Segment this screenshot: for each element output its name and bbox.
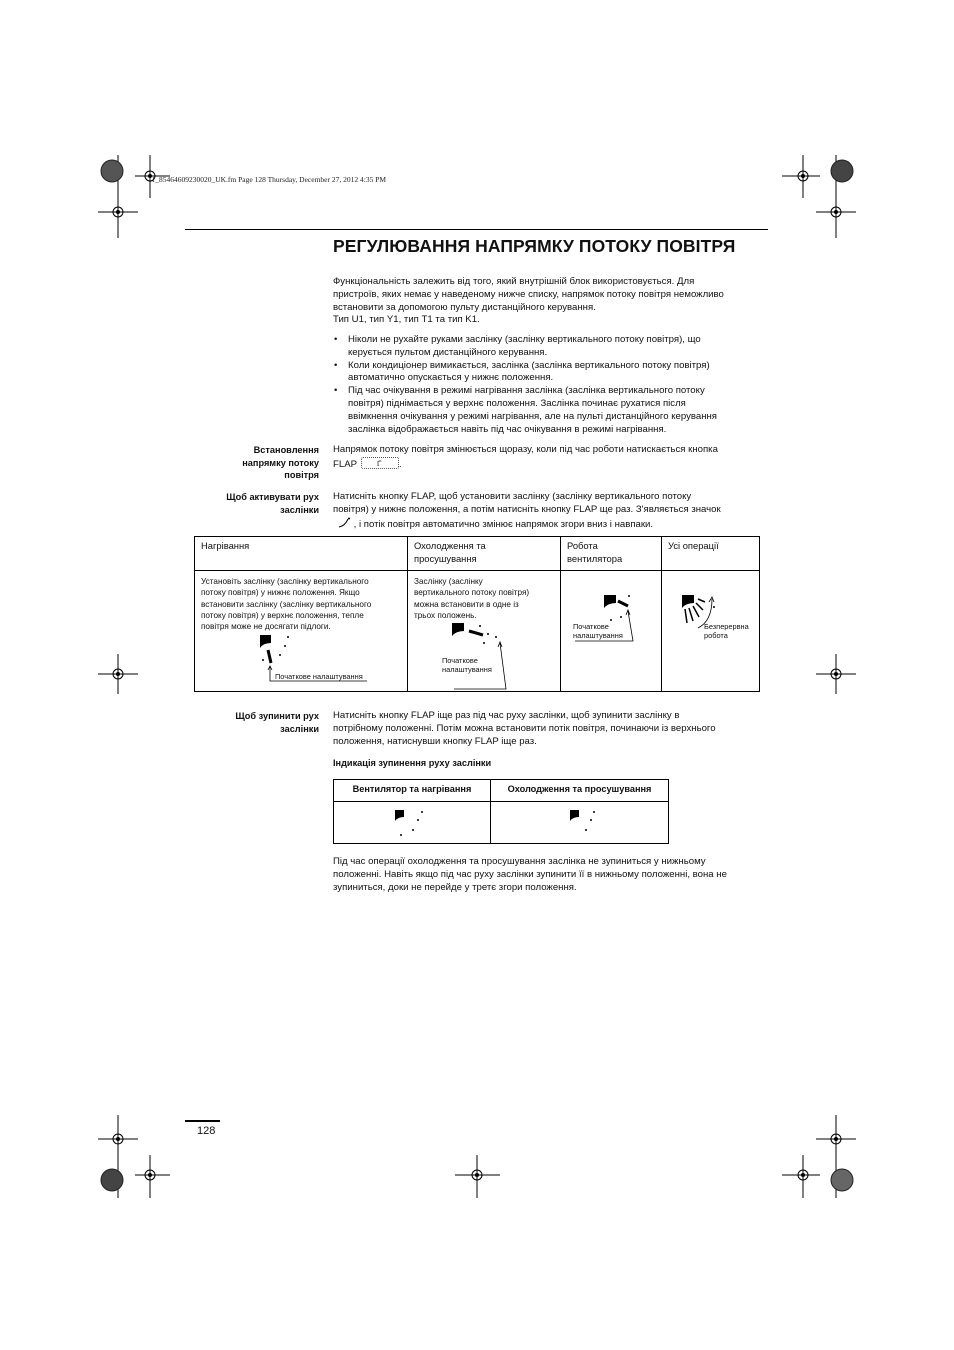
body-line: положенні. Навіть якщо під час руху заслінки зупинити її в нижньому положенні, вона не (333, 868, 727, 880)
side-heading-line: Щоб активувати рух (226, 492, 319, 502)
bullet-line: ввімкнення очікування у режимі нагрівання, але на пульті дистанційного керування (348, 410, 718, 422)
top-rule (185, 229, 768, 230)
header-label: Нагрівання (201, 540, 250, 551)
side-heading-set-direction (149, 444, 319, 482)
header-label: вентилятора (567, 552, 623, 564)
header-heating (195, 537, 408, 571)
heating-initial-label: Початкове налаштування (275, 672, 363, 681)
side-heading-line: повітря (284, 470, 319, 481)
stop-positions-diagram-cooling (565, 808, 605, 842)
flap-button-icon: ℾ̄ (361, 457, 399, 469)
bullet-line: • Коли кондиціонер вимикається, заслінка (заслінка вертикального потоку повітря) (348, 359, 710, 371)
period: . (399, 458, 402, 470)
side-heading-activate (149, 491, 319, 516)
body-line: положення, натиснувши кнопку FLAP іще раз. (333, 735, 537, 747)
side-heading-line: заслінки (280, 504, 319, 515)
cell-fan (561, 571, 662, 692)
stop-subheading: Індикація зупинення руху заслінки (333, 758, 492, 768)
intro-line: Функціональність залежить від того, який внутрішній блок використовується. Для (333, 276, 695, 287)
header-fan (561, 537, 662, 571)
page-number: 128 (197, 1125, 216, 1137)
side-heading-line: Встановлення (253, 445, 319, 455)
file-info-header: 11_85464609230020_UK.fm Page 128 Thursday, December 27, 2012 4:35 PM (148, 175, 387, 184)
heating-text: Установіть заслінку (заслінку вертикального потоку повітря) у нижнє положення. Якщо встановити заслінку (заслінку вертикального потоку повітря) у верхнє положення, тепле повітря може не досягати підлоги. (201, 577, 372, 632)
bullet-line: • Під час очікування в режимі нагрівання заслінка (заслінка вертикального потоку (348, 385, 705, 397)
body-text: , і потік повітря автоматично змінює напрямок згори вниз і навпаки. (353, 518, 654, 530)
intro-paragraph (333, 276, 763, 327)
footer-rule (185, 1120, 220, 1122)
side-heading-line: напрямку потоку (242, 457, 319, 468)
flap-word: FLAP (333, 458, 357, 470)
stop-cell-cooling-drying (491, 802, 669, 844)
intro-line: пристроїв, яких немає у наведеному нижче списку, напрямок потоку повітря неможливо (333, 288, 724, 300)
body-line (333, 457, 763, 472)
cooling-text: Заслінку (заслінку вертикального потоку повітря) можна встановити в одне із трьох положень. (414, 577, 530, 620)
list-item (333, 360, 763, 386)
activate-text (333, 491, 763, 531)
stop-text (333, 710, 763, 748)
stop-header-cooling-drying: Охолодження та просушування (491, 780, 669, 802)
side-heading-line: заслінки (280, 723, 319, 734)
body-line: Під час операції охолодження та просушування заслінка не зупиниться у нижньому (333, 856, 706, 867)
stop-indication-table (333, 779, 669, 844)
fan-initial-label: Початкове налаштування (573, 622, 623, 640)
stop-note (333, 856, 763, 894)
header-label: Робота (567, 540, 598, 551)
intro-line: Тип U1, тип Y1, тип T1 та тип K1. (333, 314, 480, 326)
list-item (333, 385, 763, 436)
side-heading-stop (149, 710, 319, 735)
body-line: Напрямок потоку повітря змінюється щоразу, коли під час роботи натискається кнопка (333, 444, 718, 455)
body-line: Натисніть кнопку FLAP, щоб установити заслінку (заслінку вертикального потоку (333, 491, 692, 502)
bullet-line: керується пультом дистанційного керування. (348, 346, 548, 358)
bullet-line: • Ніколи не рухайте руками заслінку (заслінку вертикального потоку повітря), що (348, 334, 701, 345)
bullet-line: автоматично опускається у нижнє положення. (348, 372, 554, 384)
cell-cooling (408, 571, 561, 692)
page-title: РЕГУЛЮВАННЯ НАПРЯМКУ ПОТОКУ ПОВІТРЯ (333, 236, 736, 256)
body-line (333, 517, 763, 532)
bullet-line: заслінка відображається навіть під час очікування в режимі нагрівання. (348, 423, 667, 435)
swing-icon (337, 517, 351, 528)
modes-table (194, 536, 760, 692)
body-line: повітря) у нижнє положення, а потім натисніть кнопку FLAP ще раз. З'являється значок (333, 503, 721, 515)
header-label: просушування (414, 552, 477, 564)
header-all (662, 537, 760, 571)
header-label: Охолодження та (414, 540, 486, 551)
body-line: зупиниться, доки не перейде у третє згори положення. (333, 881, 577, 893)
header-label: Усі операції (668, 540, 719, 551)
cell-heating (195, 571, 408, 692)
intro-line: встановити за допомогою пульту дистанційного керування. (333, 301, 596, 313)
header-cooling (408, 537, 561, 571)
body-line: Натисніть кнопку FLAP іще раз під час руху заслінки, щоб зупинити заслінку в (333, 710, 680, 721)
warning-list (333, 334, 763, 436)
stop-cell-fan-heating (334, 802, 491, 844)
side-heading-line: Щоб зупинити рух (235, 711, 319, 721)
bullet-line: повітря) піднімається у верхнє положення. Заслінка починає рухатися після (348, 397, 686, 409)
continuous-label: Безперервна робота (704, 622, 749, 640)
set-direction-text (333, 444, 763, 472)
cell-all (662, 571, 760, 692)
list-item (333, 334, 763, 360)
body-line: потрібному положенні. Потім можна встановити потік повітря, починаючи із верхнього (333, 722, 716, 734)
cooling-initial-label: Початкове налаштування (442, 656, 492, 674)
stop-positions-diagram-fan (389, 808, 429, 842)
stop-header-fan-heating: Вентилятор та нагрівання (334, 780, 491, 802)
